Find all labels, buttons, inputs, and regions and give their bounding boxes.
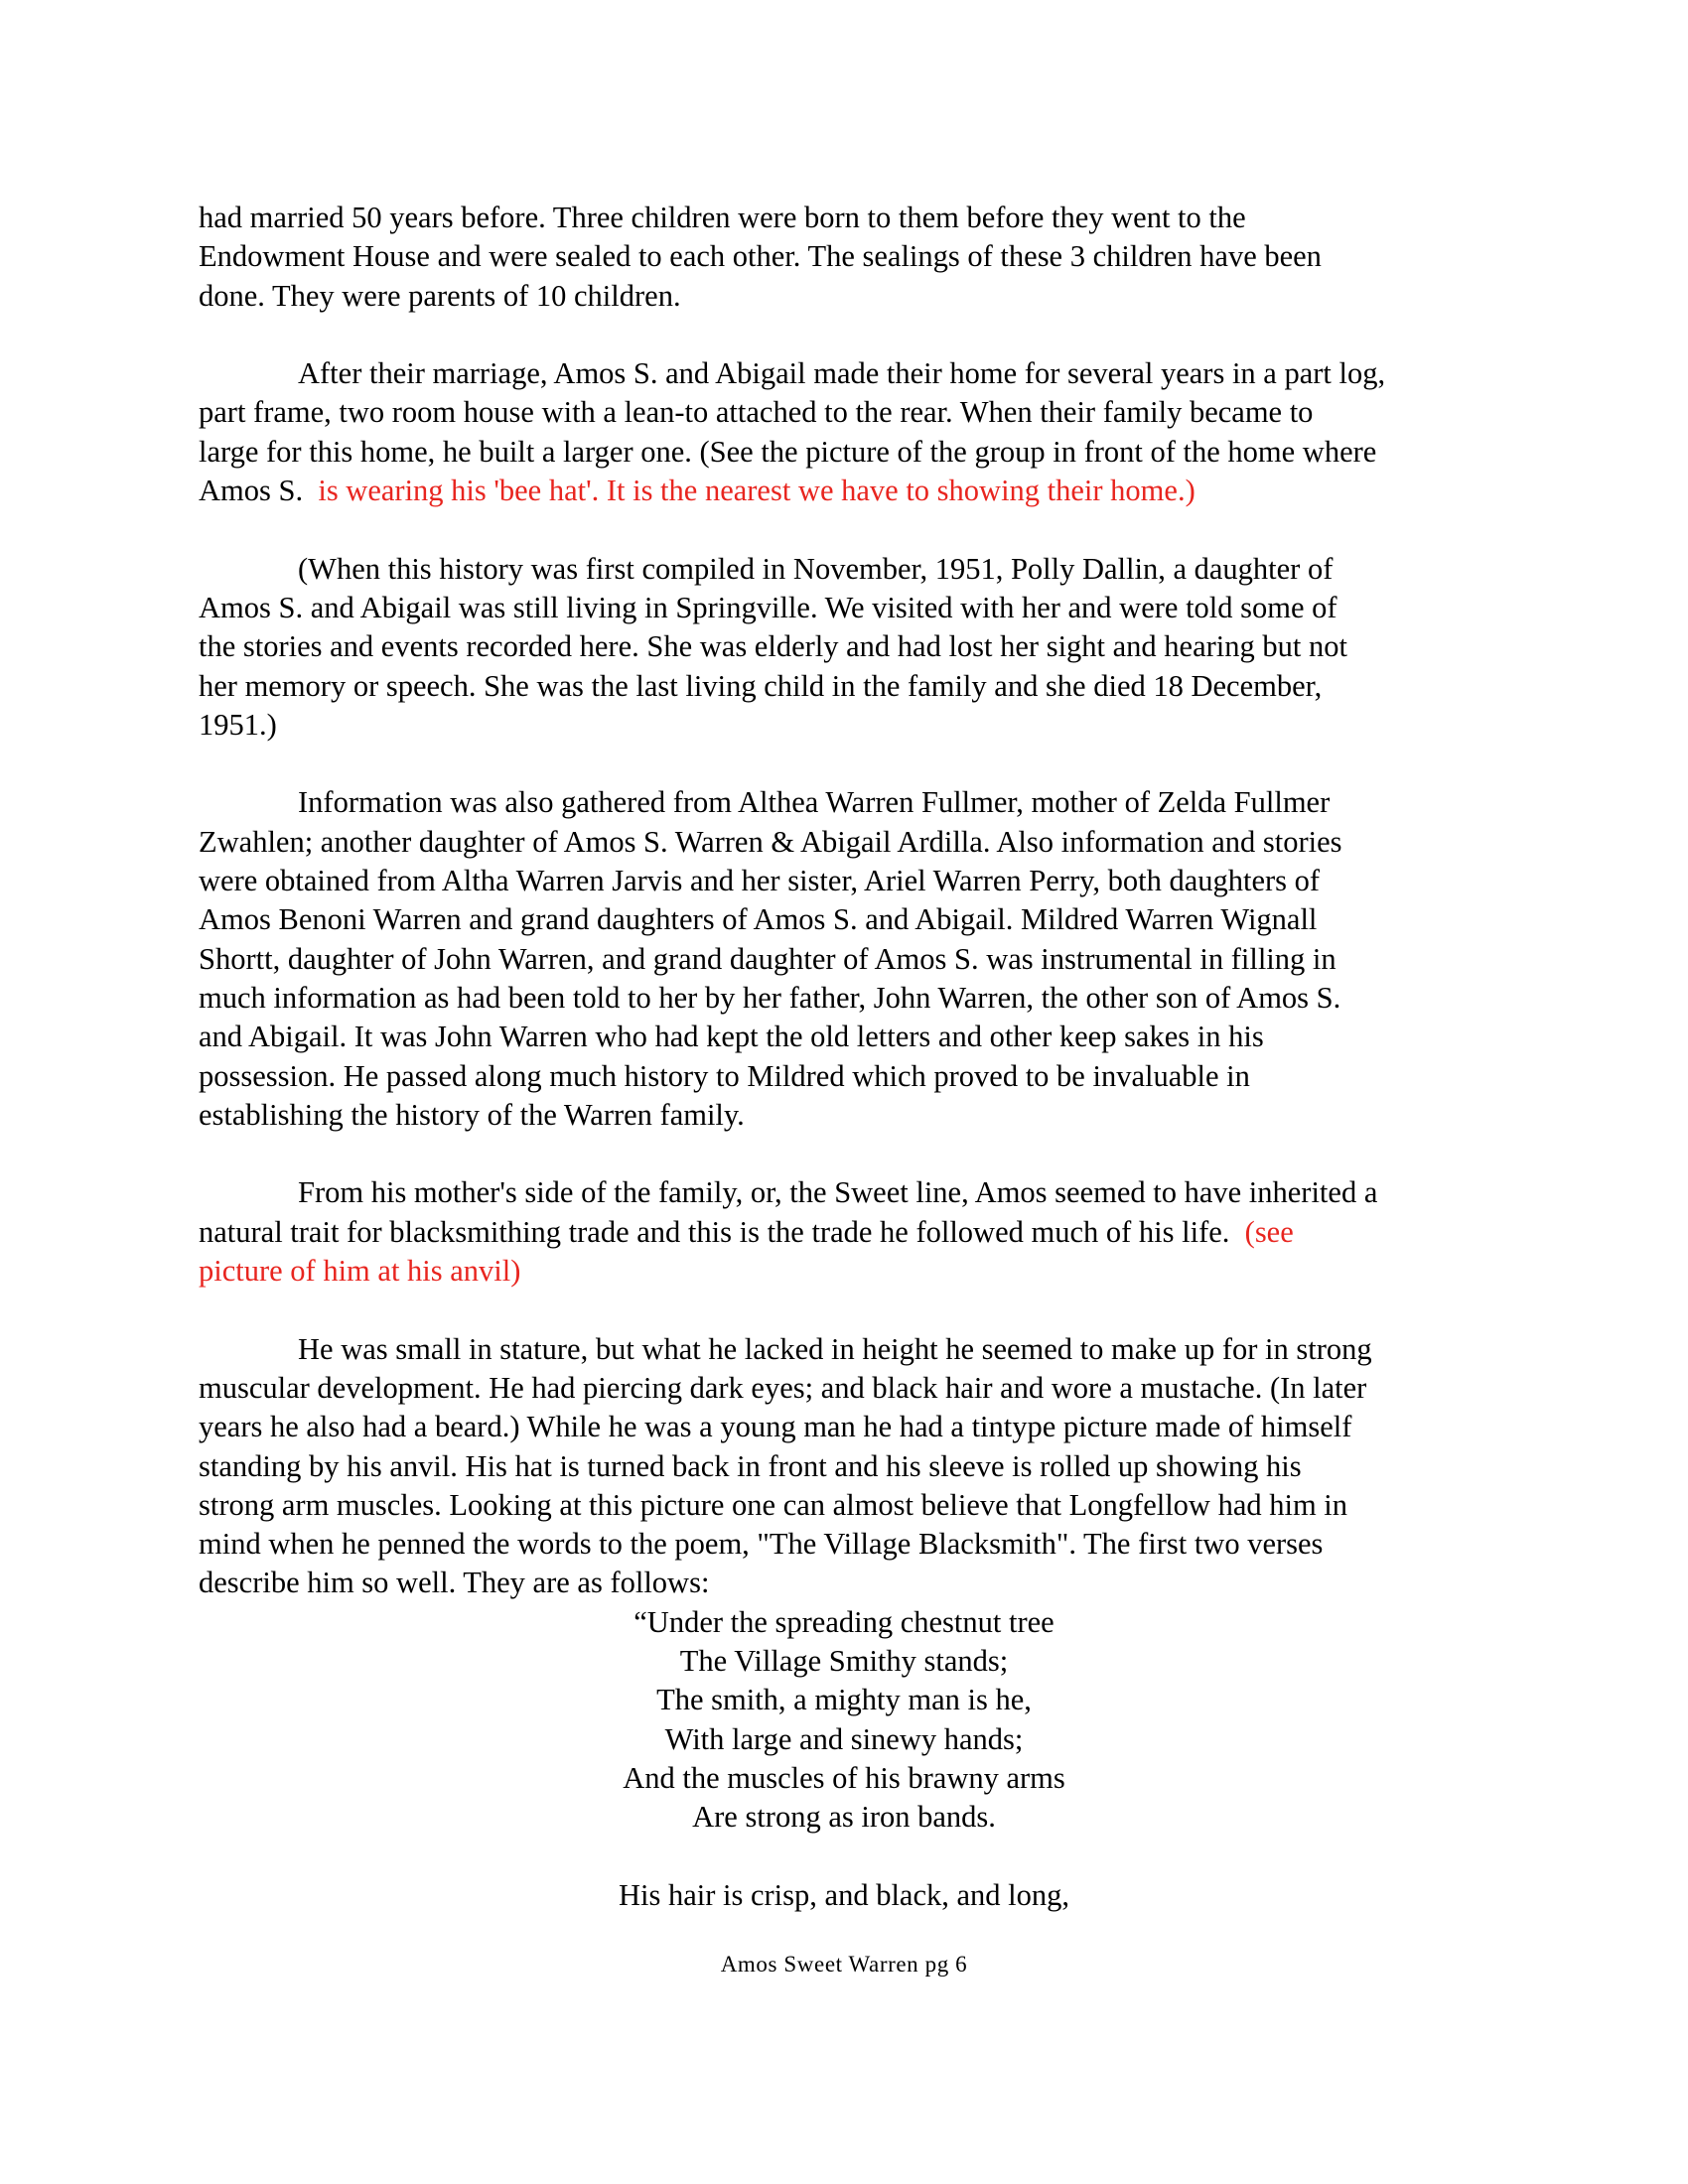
paragraph-blacksmithing [199,1173,1489,1291]
text-line: done. They were parents of 10 children. [199,278,681,313]
text-line: describe him so well. They are as follows: [199,1566,710,1600]
text-line: Shortt, daughter of John Warren, and grand daughter of Amos S. was instrumental in filling in [199,941,1336,976]
text-line: standing by his anvil. His hat is turned back in front and his sleeve is rolled up showing his [199,1448,1302,1483]
paragraph-description [199,1330,1489,1603]
text-line: He was small in stature, but what he lacked in height he seemed to make up for in strong [298,1331,1372,1366]
text-line: had married 50 years before. Three children were born to them before they went to the [199,201,1246,234]
page-footer: Amos Sweet Warren pg 6 [720,1952,968,1977]
poem-line: The smith, a mighty man is he, [656,1683,1032,1717]
text-fragment: Amos S. [199,474,319,508]
text-line: muscular development. He had piercing dark eyes; and black hair and wore a mustache. (In later [199,1370,1367,1405]
text-line: mind when he penned the words to the poem, "The Village Blacksmith". The first two verses [199,1527,1324,1562]
text-line: strong arm muscles. Looking at this picture one can almost believe that Longfellow had him in [199,1487,1348,1522]
text-line: From his mother's side of the family, or, the Sweet line, Amos seemed to have inherited a [298,1175,1378,1210]
text-line: Endowment House and were sealed to each other. The sealings of these 3 children have been [199,239,1322,274]
text-line: (When this history was first compiled in November, 1951, Polly Dallin, a daughter of [298,551,1334,586]
paragraph-information-sources [199,783,1489,1135]
poem-village-blacksmith [199,1603,1489,1915]
poem-line: “Under the spreading chestnut tree [633,1604,1055,1639]
text-line: After their marriage, Amos S. and Abigail made their home for several years in a part log, [298,356,1386,391]
text-line: her memory or speech. She was the last living child in the family and she died 18 December, [199,668,1323,703]
text-line: and Abigail. It was John Warren who had kept the old letters and other keep sakes in his [199,1020,1264,1054]
text-line: Amos S. and Abigail was still living in Springville. We visited with her and were told some of [199,590,1337,624]
poem-line: With large and sinewy hands; [664,1721,1024,1756]
text-line [199,1213,1489,1252]
red-note: (see [1244,1214,1294,1249]
text-line: Amos Benoni Warren and grand daughters of Amos S. and Abigail. Mildred Warren Wignall [199,902,1318,937]
text-line [199,472,1489,510]
text-line: Zwahlen; another daughter of Amos S. Warren & Abigail Ardilla. Also information and stories [199,824,1342,859]
red-note: is wearing his 'bee hat'. It is the nearest we have to showing their home.) [318,474,1196,508]
paragraph-continuation [199,199,1489,316]
text-line: possession. He passed along much history to Mildred which proved to be invaluable in [199,1058,1250,1093]
poem-line: The Village Smithy stands; [679,1643,1009,1678]
text-line: establishing the history of the Warren family. [199,1097,745,1132]
text-line: were obtained from Altha Warren Jarvis and her sister, Ariel Warren Perry, both daughters of [199,864,1321,898]
stanza-break [199,1837,1489,1875]
text-line: large for this home, he built a larger one. (See the picture of the group in front of the home where [199,434,1377,469]
paragraph-compilation-note [199,550,1489,745]
text-line: much information as had been told to her by her father, John Warren, the other son of Amos S. [199,980,1341,1015]
text-line: Information was also gathered from Althea Warren Fullmer, mother of Zelda Fullmer [298,785,1331,820]
paragraph-home [199,354,1489,510]
poem-line: And the muscles of his brawny arms [623,1760,1065,1795]
text-line: years he also had a beard.) While he was a young man he had a tintype picture made of himself [199,1410,1352,1444]
page-body [199,199,1489,1915]
text-fragment: natural trait for blacksmithing trade and this is the trade he followed much of his life. [199,1214,1245,1249]
poem-line: His hair is crisp, and black, and long, [618,1877,1069,1912]
red-note: picture of him at his anvil) [199,1254,521,1289]
poem-line: Are strong as iron bands. [692,1800,996,1835]
text-line: 1951.) [199,707,277,742]
text-line: part frame, two room house with a lean-to attached to the rear. When their family became to [199,395,1314,430]
text-line: the stories and events recorded here. She was elderly and had lost her sight and hearing but not [199,629,1347,664]
